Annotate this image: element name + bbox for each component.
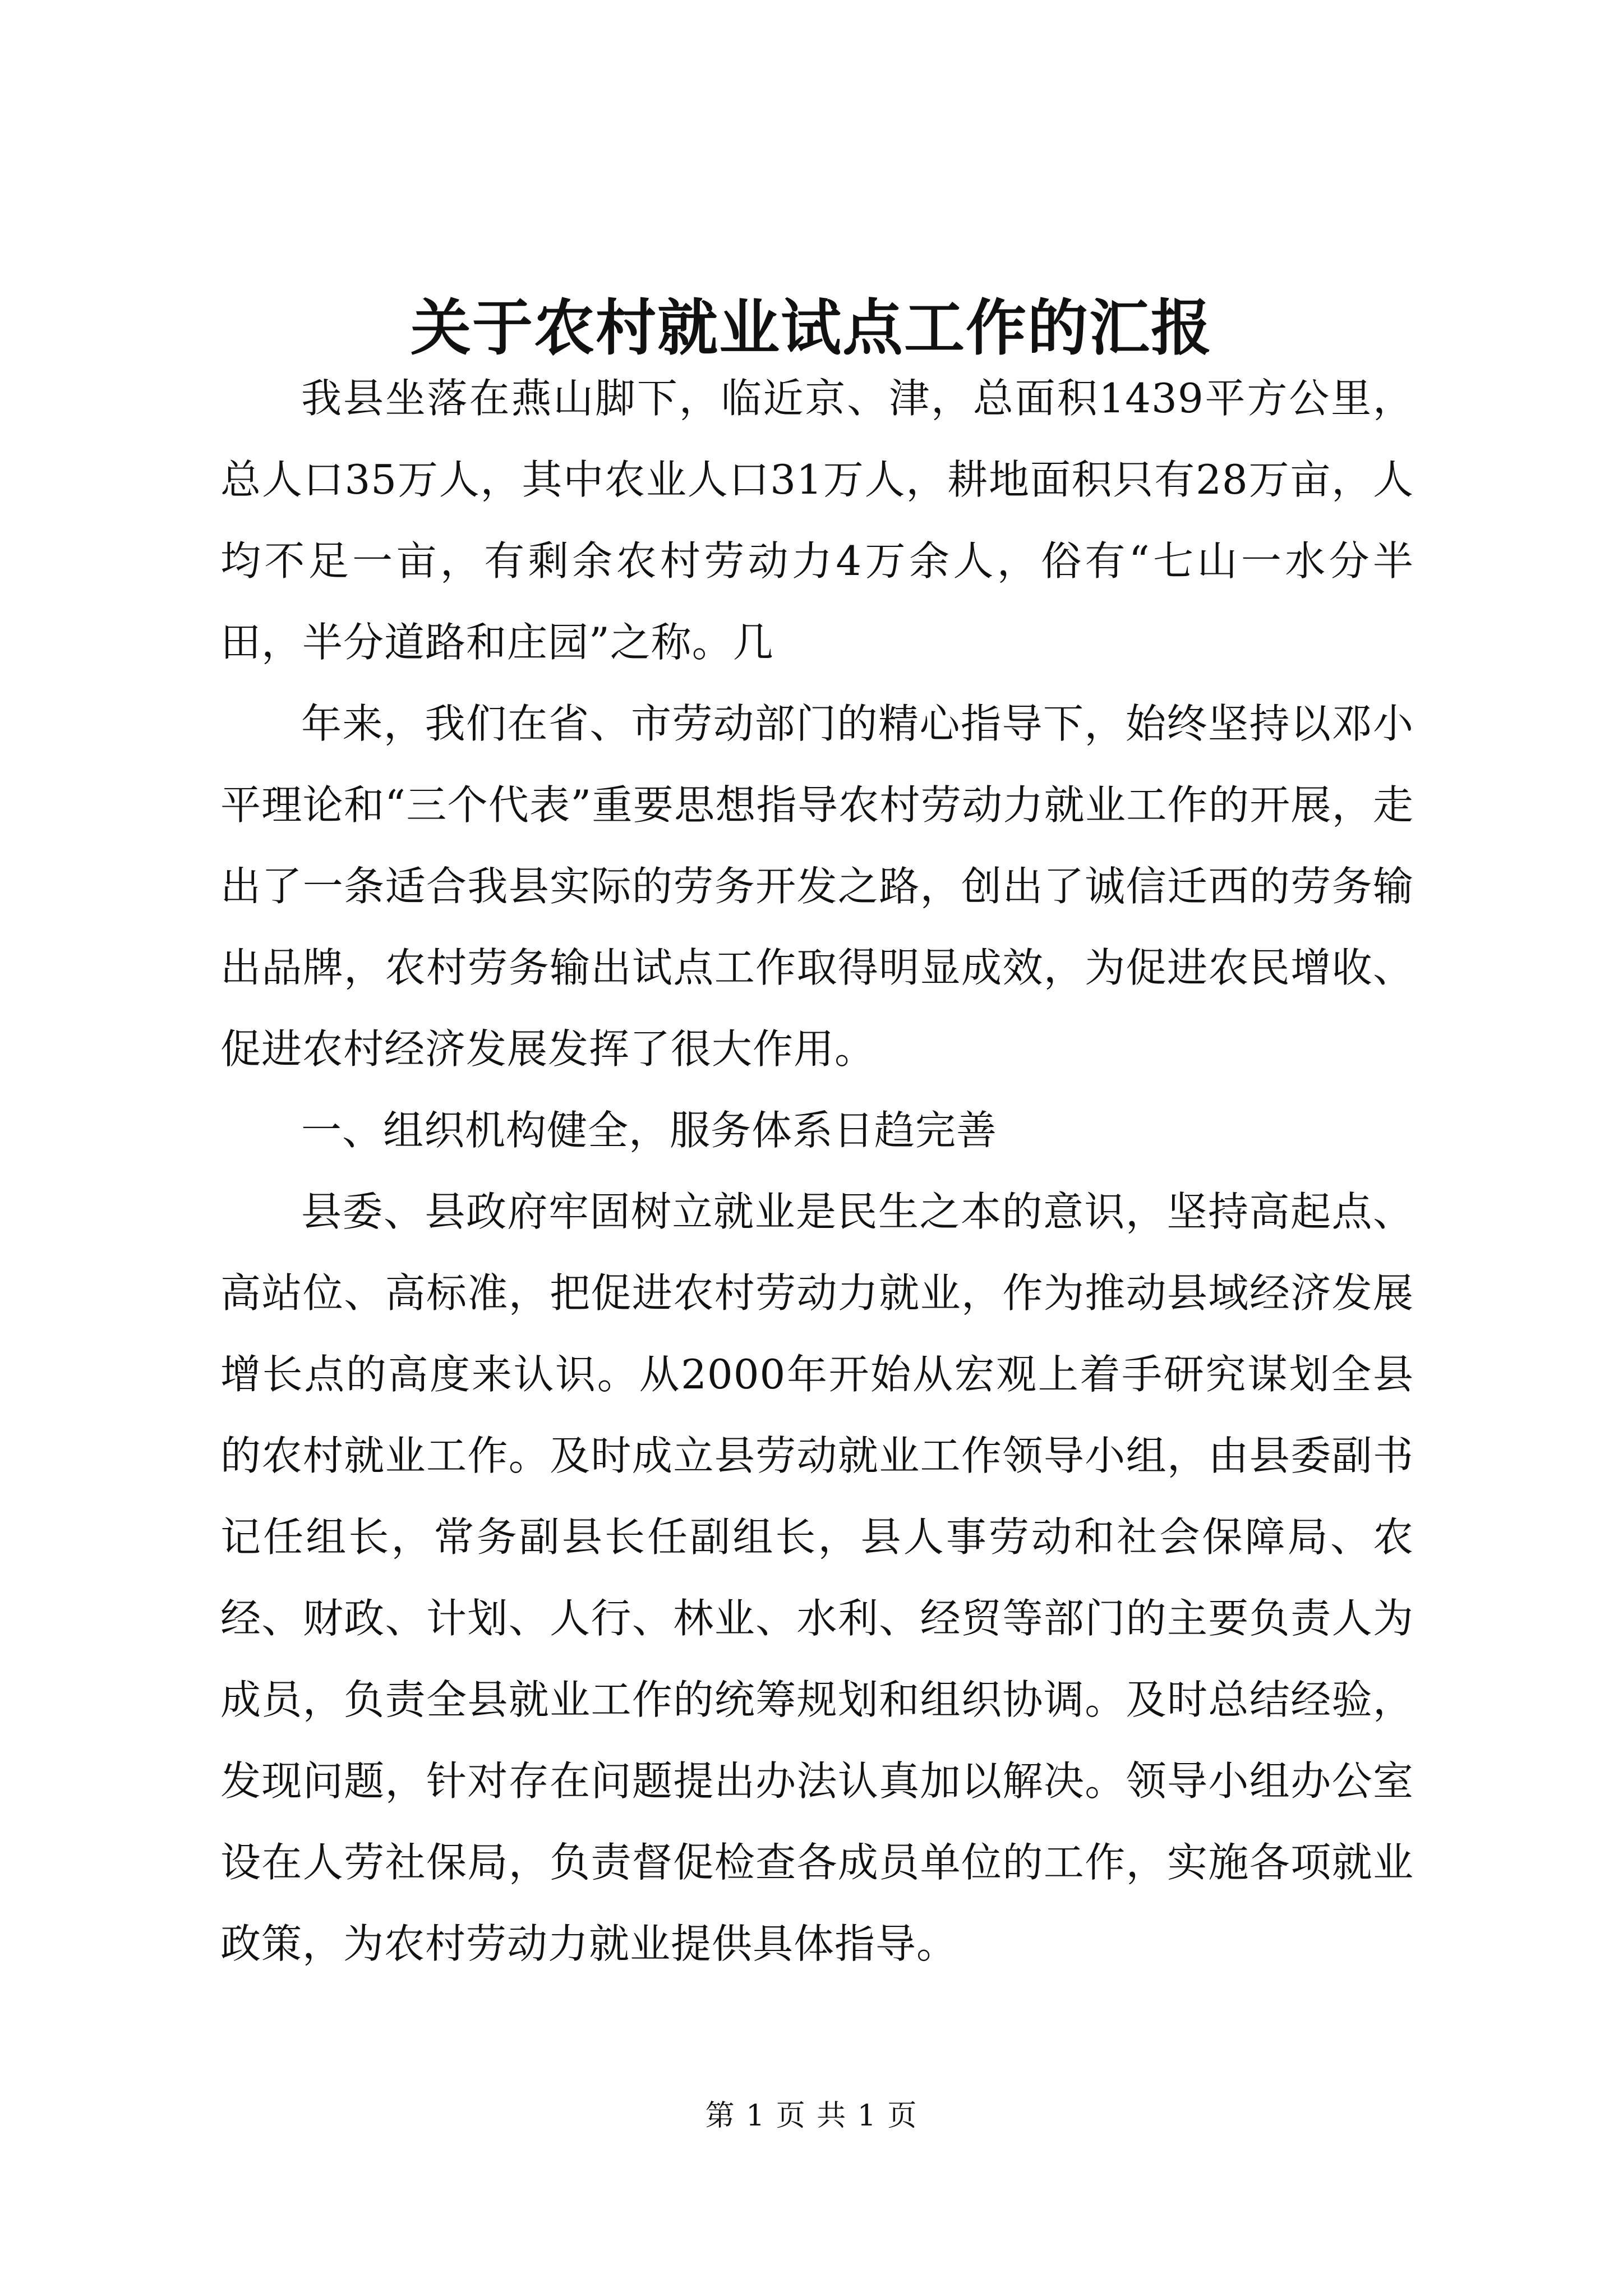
section-heading-1: 一、组织机构健全，服务体系日趋完善	[301, 1107, 998, 1154]
paragraph-achievements: 年来，我们在省、市劳动部门的精心指导下，始终坚持以邓小平理论和“三个代表”重要思想指导农村劳动力就业工作的开展，走出了一条适合我县实际的劳务开发之路，创出了诚信迁西的劳务输出品牌，农村劳务输出试点工作取得明显成效，为促进农民增收、促进农村经济发展发挥了很大作用。	[220, 700, 1414, 1073]
document-title: 关于农村就业试点工作的汇报	[410, 293, 1212, 364]
page-number-footer: 第 1 页 共 1 页	[705, 2099, 918, 2133]
paragraph-intro: 我县坐落在燕山脚下，临近京、津，总面积1439平方公里，总人口35万人，其中农业人口31万人，耕地面积只有28万亩，人均不足一亩，有剩余农村劳动力4万余人，俗有“七山一水分半田，半分道路和庄园”之称。几	[220, 375, 1414, 666]
document-body	[220, 358, 1414, 1985]
paragraph-organization: 县委、县政府牢固树立就业是民生之本的意识，坚持高起点、高站位、高标准，把促进农村劳动力就业，作为推动县域经济发展增长点的高度来认识。从2000年开始从宏观上着手研究谋划全县的农村就业工作。及时成立县劳动就业工作领导小组，由县委副书记任组长，常务副县长任副组长，县人事劳动和社会保障局、农经、财政、计划、人行、林业、水利、经贸等部门的主要负责人为成员，负责全县就业工作的统筹规划和组织协调。及时总结经验，发现问题，针对存在问题提出办法认真加以解决。领导小组办公室设在人劳社保局，负责督促检查各成员单位的工作，实施各项就业政策，为农村劳动力就业提供具体指导。	[220, 1188, 1414, 1967]
